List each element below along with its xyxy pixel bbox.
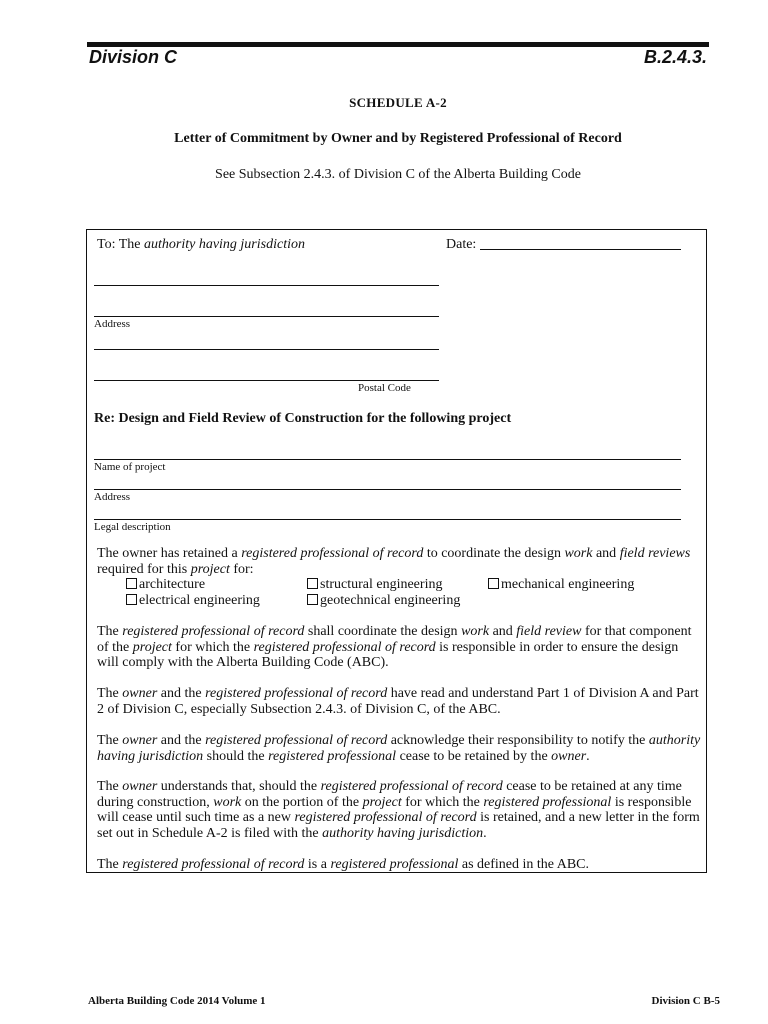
division-heading: Division C <box>89 47 178 67</box>
notify-paragraph: The owner and the registered professional of record acknowledge their responsibility to notify the authority having jurisdiction should the registered professional cease to be retained by the owner. <box>97 733 701 764</box>
electrical-checkbox[interactable] <box>126 594 137 605</box>
footer-code-title: Alberta Building Code 2014 Volume 1 <box>88 995 266 1007</box>
postal-code-label: Postal Code <box>358 382 411 394</box>
section-number: B.2.4.3. <box>643 47 707 67</box>
option-electrical[interactable]: electrical engineering <box>126 593 260 609</box>
to-prefix: To: The <box>97 237 144 252</box>
re-heading: Re: Design and Field Review of Construction for the following project <box>94 411 512 426</box>
footer-page-number: Division C B-5 <box>651 995 720 1007</box>
project-name-line[interactable] <box>94 459 681 460</box>
postal-code-line[interactable] <box>94 380 439 381</box>
address-label: Address <box>94 318 131 330</box>
read-understand-paragraph: The owner and the registered professional of record have read and understand Part 1 of Division A and Part 2 of Division C, especially Subsection 2.4.3. of Division C, of the ABC. <box>97 686 699 717</box>
architecture-checkbox[interactable] <box>126 578 137 589</box>
definition-paragraph: The registered professional of record is a registered professional as defined in the ABC. <box>97 857 590 872</box>
geotechnical-checkbox[interactable] <box>307 594 318 605</box>
mechanical-checkbox[interactable] <box>488 578 499 589</box>
recipient-address-line-2[interactable] <box>94 349 439 350</box>
legal-description-line[interactable] <box>94 519 681 520</box>
option-geotechnical[interactable]: geotechnical engineering <box>307 593 460 609</box>
recipient-name-line[interactable] <box>94 285 439 286</box>
option-architecture[interactable]: architecture <box>126 577 205 593</box>
project-address-label: Address <box>94 491 131 503</box>
schedule-title: SCHEDULE A-2 <box>349 95 447 110</box>
recipient-address-line[interactable] <box>94 316 439 317</box>
date-field-line[interactable] <box>480 249 681 250</box>
option-structural[interactable]: structural engineering <box>307 577 442 593</box>
legal-description-label: Legal description <box>94 521 171 533</box>
option-mechanical[interactable]: mechanical engineering <box>488 577 634 593</box>
to-authority: authority having jurisdiction <box>143 237 305 252</box>
date-label: Date: <box>446 237 477 252</box>
project-address-line[interactable] <box>94 489 681 490</box>
header-rule <box>87 42 709 47</box>
coordination-paragraph: The registered professional of record shall coordinate the design work and field review for that component of the project for which the registered professional of record is responsible in order to ensure the design will comply with the Alberta Building Code (ABC). <box>97 624 692 670</box>
structural-checkbox[interactable] <box>307 578 318 589</box>
project-name-label: Name of project <box>94 461 166 473</box>
code-reference: See Subsection 2.4.3. of Division C of the Alberta Building Code <box>215 167 581 182</box>
cease-paragraph: The owner understands that, should the registered professional of record cease to be retained at any time during construction, work on the portion of the project for which the registered professional is responsible will cease until such time as a new registered professional of record is retained, and a new letter in the form set out in Schedule A-2 is filed with the authority having jurisdiction. <box>97 779 700 841</box>
letter-title: Letter of Commitment by Owner and by Registered Professional of Record <box>174 131 622 146</box>
to-line <box>97 237 305 253</box>
retained-paragraph: The owner has retained a registered professional of record to coordinate the design work and field reviews required for this project for: <box>97 546 691 577</box>
